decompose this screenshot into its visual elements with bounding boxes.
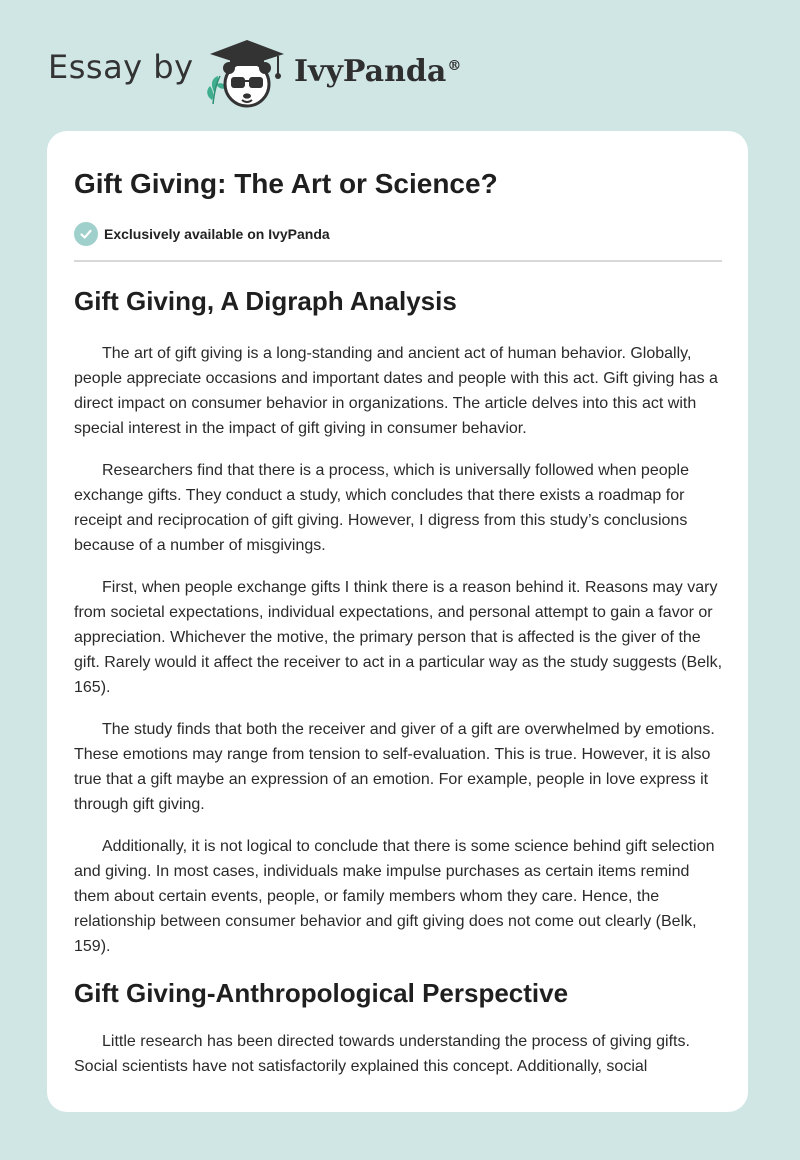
essay-card — [47, 131, 748, 1112]
registered-mark: ® — [447, 58, 462, 74]
paragraph: The art of gift giving is a long-standing and ancient act of human behavior. Globally, people appreciate occasions and important dates and people with this act. Gift giving has a direct impact on consumer behavior in organizations. The article delves into this act with special interest in the impact of gift giving in consumer behavior. — [74, 345, 718, 437]
check-icon — [74, 222, 98, 246]
divider — [74, 260, 722, 262]
site-header — [0, 0, 800, 130]
paragraph: The study finds that both the receiver and giver of a gift are overwhelmed by emotions. These emotions may range from tension to self-evaluation. This is true. However, it is also true that a gift maybe an expression of an emotion. For example, people in love express it through gift giving. — [74, 721, 715, 813]
essay-by-label: Essay by — [48, 48, 194, 86]
paragraph: Additionally, it is not logical to conclude that there is some science behind gift selection and giving. In most cases, individuals make impulse purchases as certain items remind them about certain events, people, or family members whom they care. Hence, the relationship between consumer behavior and gift giving does not come out clearly (Belk, 159). — [74, 838, 715, 955]
section-heading: Gift Giving-Anthropological Perspective — [74, 978, 569, 1008]
exclusive-label: Exclusively available on IvyPanda — [104, 226, 330, 242]
paragraph: Little research has been directed towards understanding the process of giving gifts. Social scientists have not satisfactorily explained this concept. Additionally, social — [74, 1033, 690, 1075]
paragraph: First, when people exchange gifts I think there is a reason behind it. Reasons may vary from societal expectations, individual expectations, and personal attempt to gain a favor or appreciation. Whichever the motive, the primary person that is affected is the giver of the gift. Rarely would it affect the receiver to act in a particular way as the study suggests (Belk, 165). — [74, 579, 723, 696]
paragraph: Researchers find that there is a process, which is universally followed when people exchange gifts. They conduct a study, which concludes that there exists a roadmap for receipt and reciprocation of gift giving. However, I digress from this study’s conclusions because of a number of misgivings. — [74, 462, 689, 554]
essay-body — [74, 284, 722, 1096]
exclusive-badge — [74, 221, 330, 247]
panda-graduate-icon — [200, 34, 290, 110]
brand-name — [294, 54, 461, 89]
brand-text: IvyPanda — [294, 54, 447, 89]
essay-title: Gift Giving: The Art or Science? — [74, 168, 498, 199]
section-heading: Gift Giving, A Digraph Analysis — [74, 286, 457, 316]
